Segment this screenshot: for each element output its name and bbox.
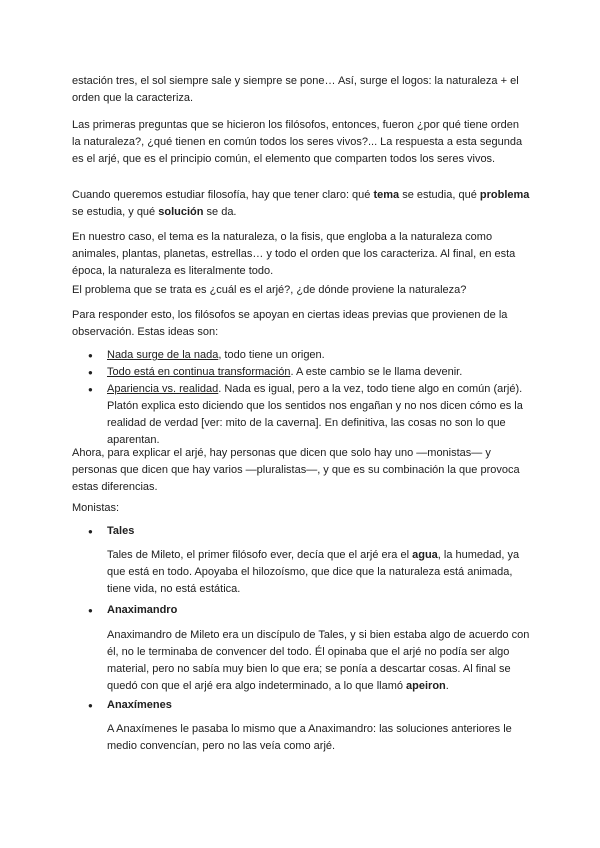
ideas-list — [72, 347, 530, 449]
list-item: ● Nada surge de la nada, todo tiene un origen. — [72, 347, 530, 364]
paragraph-anaximenes: A Anaxímenes le pasaba lo mismo que a Anaximandro: las soluciones anteriores le medio convencían, pero no las veía como arjé. — [107, 723, 512, 752]
heading-tales: ● Tales — [72, 523, 530, 540]
bold-apeiron: apeiron — [406, 680, 446, 692]
bold-tema: tema — [373, 189, 400, 201]
paragraph-primeras-preguntas: Las primeras preguntas que se hicieron los filósofos, entonces, fueron ¿por qué tiene orden la naturaleza?, ¿qué tienen en común todos los seres vivos?... La respuesta a esta segunda es el arjé, que es el principio común, el elemento que comparten todos los seres vivos. — [72, 119, 523, 165]
heading-anaximenes: ● Anaxímenes — [72, 697, 530, 714]
heading-anaximandro: ● Anaximandro — [72, 602, 530, 619]
paragraph-tema-naturaleza: En nuestro caso, el tema es la naturaleza, o la fisis, que engloba a la naturaleza como animales, plantas, planetas, estrellas… y todo el orden que los caracteriza. Al final, en esta época, la naturaleza es literalmente todo. — [72, 231, 516, 277]
monistas-label: Monistas: — [72, 502, 120, 514]
paragraph-logos: estación tres, el sol siempre sale y siempre se pone… Así, surge el logos: la naturaleza + el orden que la caracteriza. — [72, 75, 519, 104]
list-item: ● Todo está en continua transformación. A este cambio se le llama devenir. — [72, 364, 530, 381]
paragraph-monistas-pluralistas: Ahora, para explicar el arjé, hay personas que dicen que solo hay uno —monistas— y personas que dicen que hay varios —pluralistas—, y que es su combinación la que provoca estas diferencias. — [72, 447, 520, 493]
list-item: ● Apariencia vs. realidad. Nada es igual, pero a la vez, todo tiene algo en común (arjé). Platón explica esto diciendo que los sentidos nos engañan y no nos dicen cómo es la realidad de verdad [ver: mito de la caverna]. En definitiva, las cosas no son lo que aparentan. — [72, 381, 530, 449]
paragraph-problema: El problema que se trata es ¿cuál es el arjé?, ¿de dónde proviene la naturaleza? — [72, 284, 467, 296]
paragraph-estudiar-filosofia: Cuando queremos estudiar filosofía, hay que tener claro: qué tema se estudia, qué problema se estudia, y qué solución se da. — [72, 189, 530, 218]
bold-solucion: solución — [158, 206, 204, 218]
paragraph-tales: Tales de Mileto, el primer filósofo ever, decía que el arjé era el agua, la humedad, ya que está en todo. Apoyaba el hilozoísmo, que dice que la naturaleza está animada, tiene vida, no está estática. — [107, 549, 520, 595]
paragraph-ideas-previas: Para responder esto, los filósofos se apoyan en ciertas ideas previas que provienen de la observación. Estas ideas son: — [72, 309, 508, 338]
bold-problema: problema — [479, 189, 530, 201]
paragraph-anaximandro: Anaximandro de Mileto era un discípulo de Tales, y si bien estaba algo de acuerdo con él, no le terminaba de convencer del todo. Él opinaba que el arjé no podía ser algo material, pero no sabía muy bien lo que era; se ponía a descartar cosas. Al final se quedó con que el arjé era algo indeterminado, a lo que llamó apeiron. — [107, 629, 530, 692]
bold-agua: agua — [412, 549, 438, 561]
